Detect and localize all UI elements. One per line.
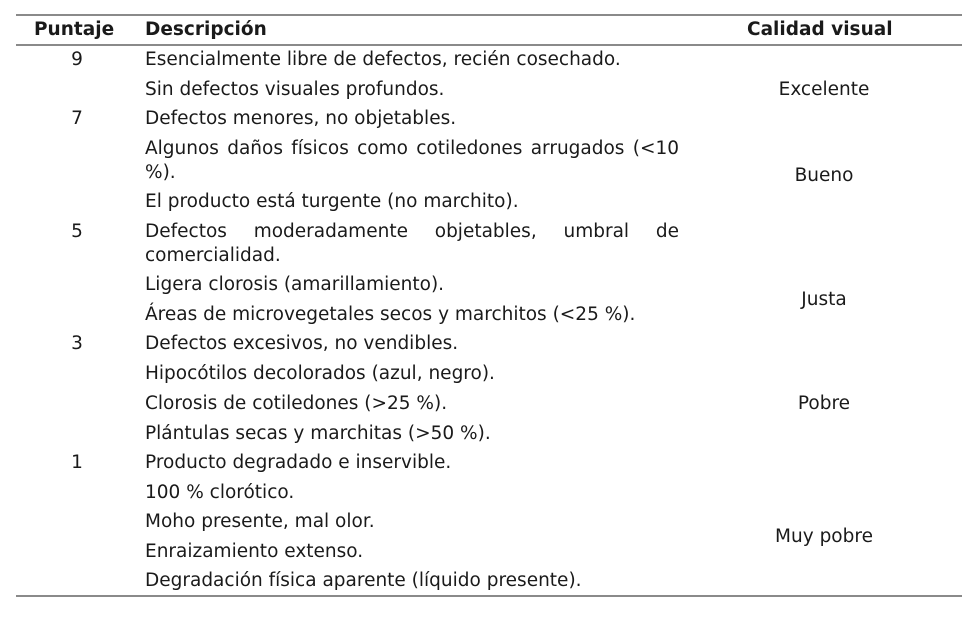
header-description: Descripción <box>145 19 267 40</box>
score-cell: 1 <box>71 452 83 473</box>
quality-cell: Muy pobre <box>775 526 873 547</box>
description-line: Defectos menores, no objetables. <box>145 108 457 129</box>
description-line: Áreas de microvegetales secos y marchitos (<25 %). <box>145 304 636 325</box>
score-cell: 7 <box>71 108 83 129</box>
score-cell: 5 <box>71 221 83 242</box>
table-bottom-rule <box>16 595 962 597</box>
header-quality: Calidad visual <box>747 19 893 40</box>
description-line: Clorosis de cotiledones (>25 %). <box>145 393 448 414</box>
description-line: 100 % clorótico. <box>145 482 295 503</box>
description-line: Moho presente, mal olor. <box>145 511 375 532</box>
score-cell: 3 <box>71 333 83 354</box>
quality-cell: Justa <box>801 289 847 310</box>
description-line: El producto está turgente (no marchito). <box>145 191 519 212</box>
quality-cell: Pobre <box>797 393 851 414</box>
description-line: Esencialmente libre de defectos, recién cosechado. <box>145 49 621 70</box>
description-line: Hipocótilos decolorados (azul, negro). <box>145 363 495 384</box>
description-line: Sin defectos visuales profundos. <box>145 79 445 100</box>
score-cell: 9 <box>71 49 83 70</box>
table-header-rule <box>16 44 962 46</box>
description-line: Ligera clorosis (amarillamiento). <box>145 274 445 295</box>
description-line: Algunos daños físicos como cotiledones arrugados (<10 %). <box>145 138 679 183</box>
header-score: Puntaje <box>34 19 115 40</box>
quality-cell: Excelente <box>778 79 870 100</box>
description-line: Defectos excesivos, no vendibles. <box>145 333 459 354</box>
quality-cell: Bueno <box>794 165 854 186</box>
description-line: Degradación física aparente (líquido presente). <box>145 570 582 591</box>
description-line: Enraizamiento extenso. <box>145 541 364 562</box>
description-line: Producto degradado e inservible. <box>145 452 452 473</box>
description-line: Plántulas secas y marchitas (>50 %). <box>145 423 491 444</box>
description-line: Defectos moderadamente objetables, umbral de comercialidad. <box>145 221 679 266</box>
